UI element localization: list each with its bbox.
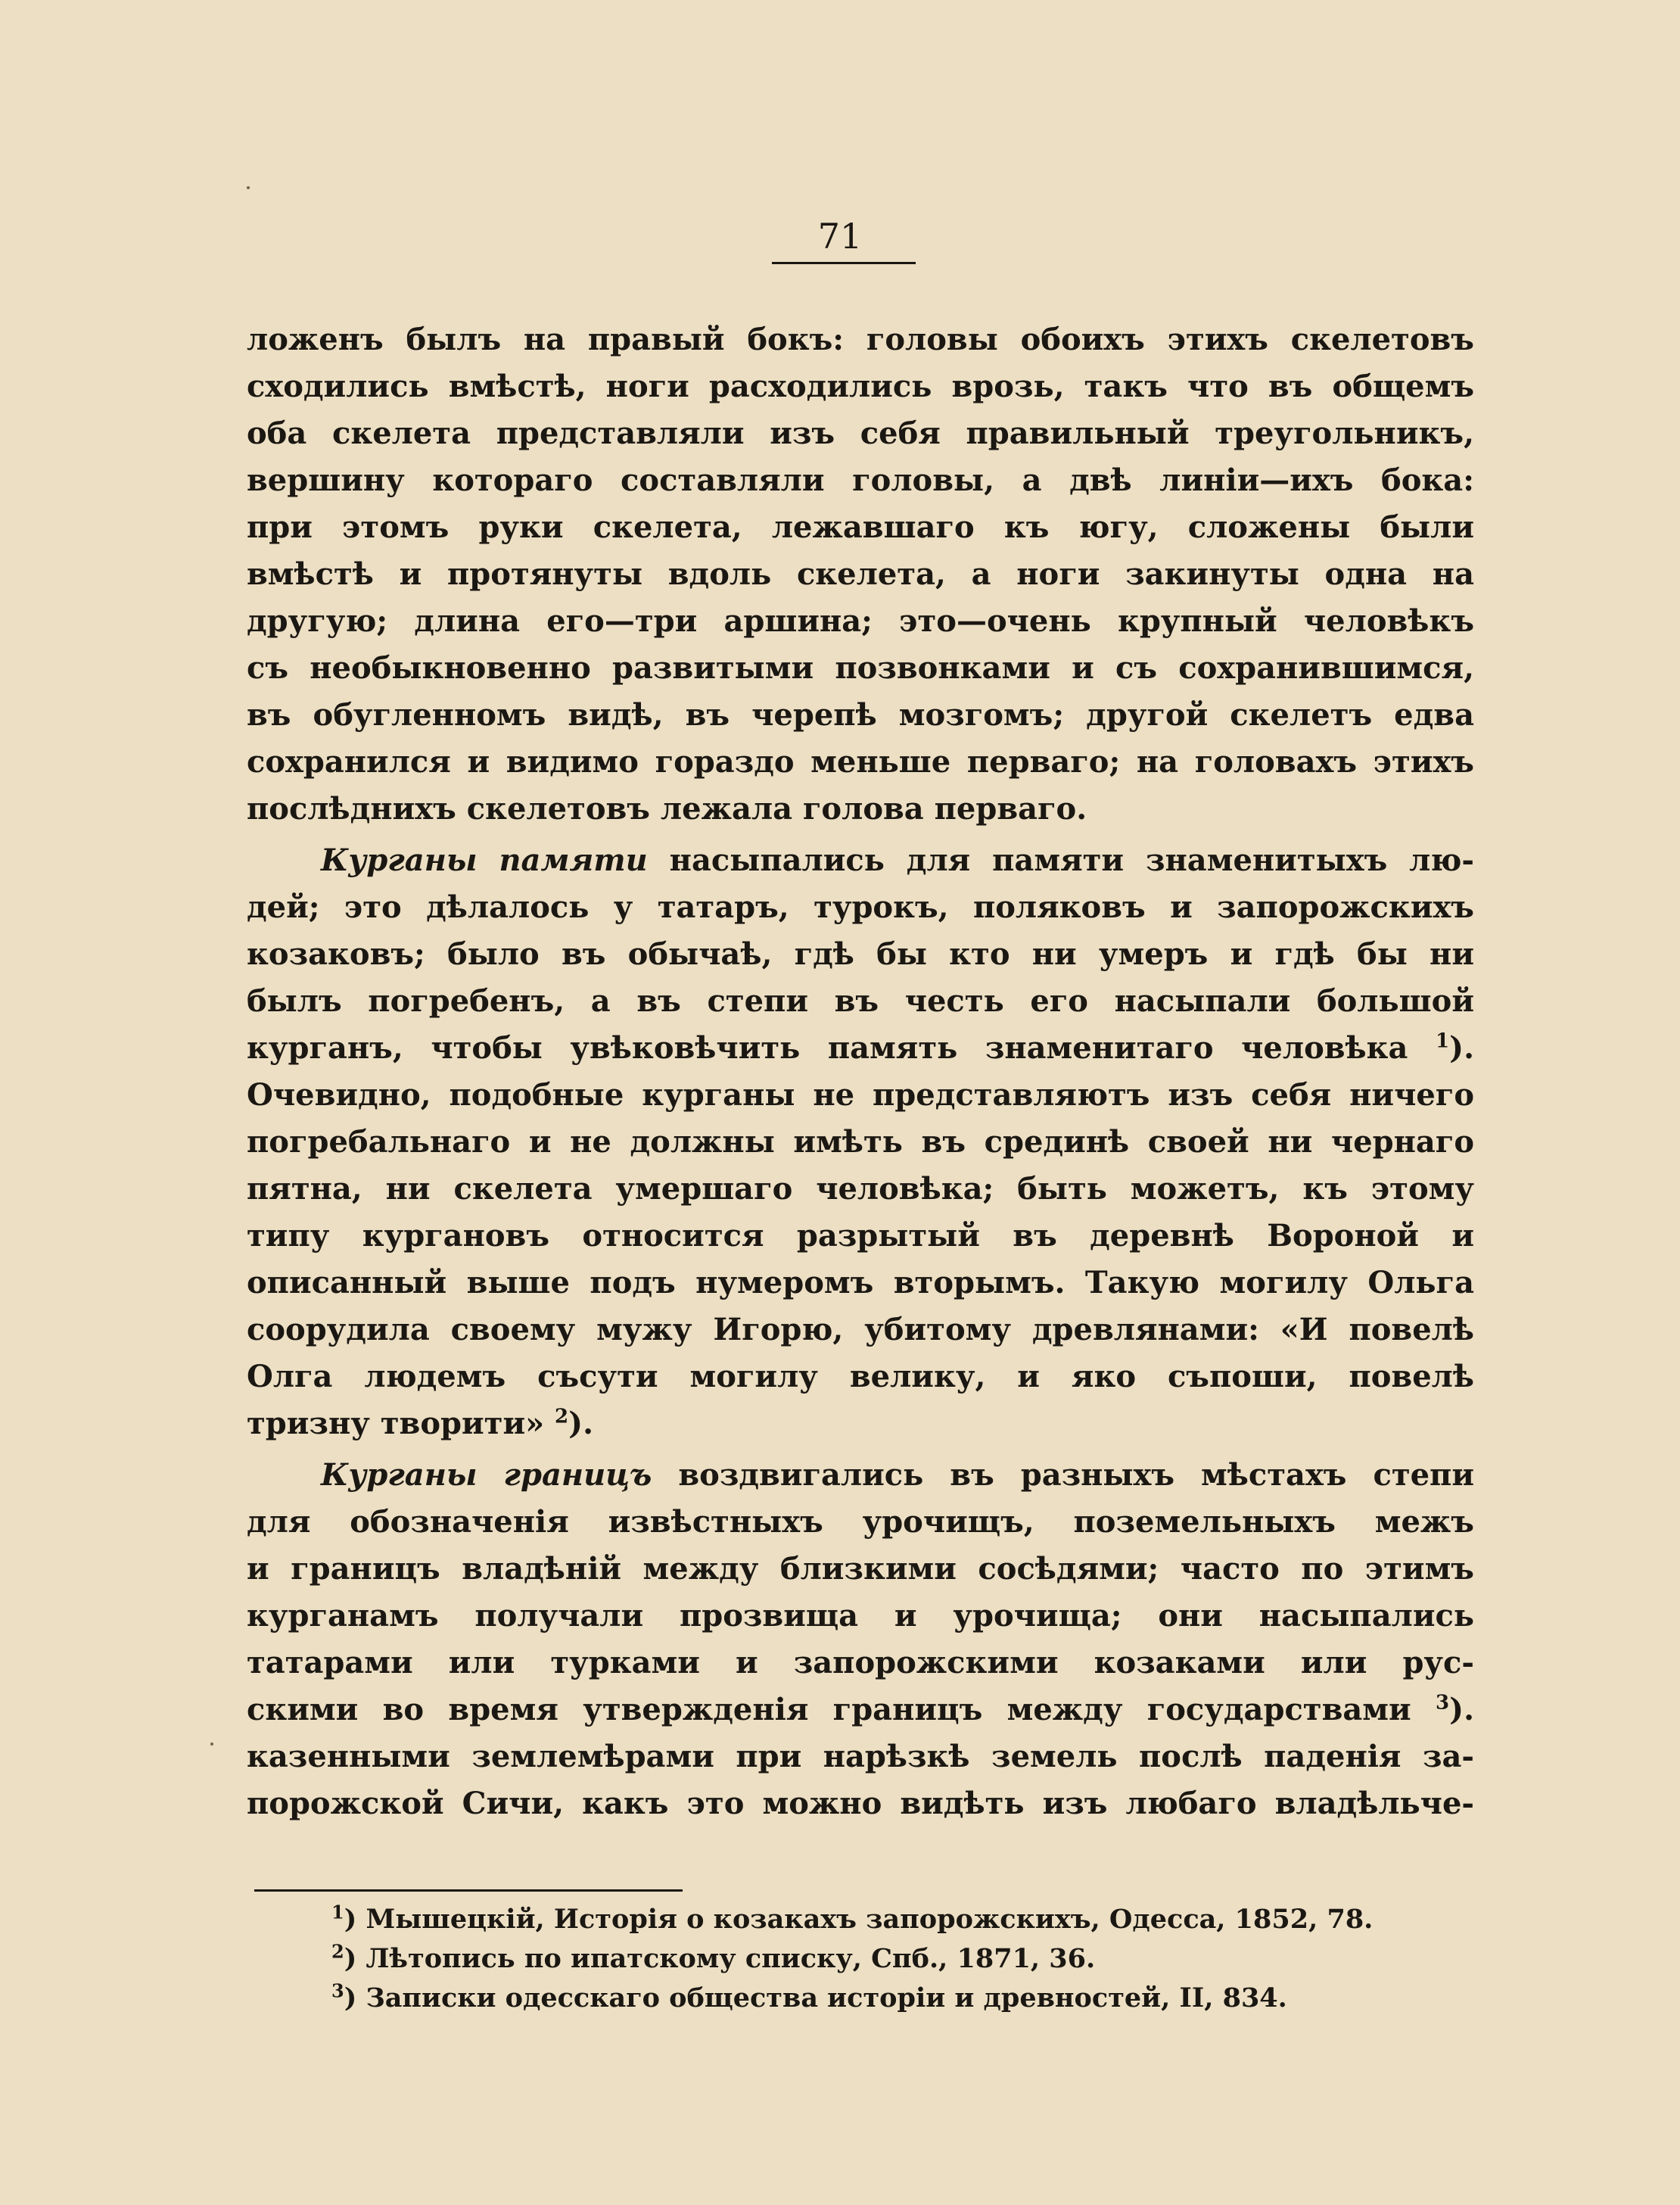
footnote (331, 1900, 1391, 1939)
text-line: описанный выше подъ нумеромъ вторымъ. Такую могилу Ольга (247, 1265, 1474, 1300)
footnote-mark: 2 (331, 1940, 344, 1963)
text-line: сходились вмѣстѣ, ноги расходились врозь, такъ что въ общемъ (247, 369, 1474, 404)
footnote-text: ) Лѣтопись по ипатскому списку, Спб., 1871, 36. (344, 1943, 1096, 1974)
footnote-mark: 3 (331, 1979, 344, 2002)
footnote-ref (1436, 1692, 1474, 1727)
footnote-text: ) Записки одесскаго общества исторіи и древностей, II, 834. (344, 1982, 1287, 2013)
paragraph-first-line (247, 837, 1474, 884)
text-line: для обозначенія извѣстныхъ урочищъ, поземельныхъ межъ (247, 1504, 1474, 1540)
print-speck (210, 1743, 213, 1746)
text-run: скими во время утвержденія границъ между государствами (247, 1692, 1411, 1727)
text-line: въ обугленномъ видѣ, въ черепѣ мозгомъ; другой скелетъ едва (247, 697, 1474, 733)
footnotes (331, 1900, 1391, 2018)
text-line: соорудила своему мужу Игорю, убитому древлянами: «И повелѣ (247, 1312, 1474, 1347)
footnote-ref-mark: 1 (1436, 1029, 1450, 1053)
text-line: оба скелета представляли изъ себя правильный треугольникъ, (247, 416, 1474, 451)
text-line: порожской Сичи, какъ это можно видѣть изъ любаго владѣльче- (247, 1786, 1474, 1821)
text-line: другую; длина его—три аршина; это—очень крупный человѣкъ (247, 603, 1474, 639)
body-text (247, 316, 1474, 1827)
footnote-rule (254, 1889, 683, 1892)
page-number: 71 (817, 216, 863, 257)
paragraph-first-line (247, 1452, 1474, 1499)
term-kurgany-granits: Курганы границъ (321, 1457, 652, 1493)
ref-punct: ). (1449, 1030, 1474, 1066)
text-line: послѣднихъ скелетовъ лежала голова перваго. (247, 791, 1087, 827)
text-line-with-ref (247, 1400, 1474, 1447)
text-line: вмѣстѣ и протянуты вдоль скелета, а ноги закинуты одна на (247, 556, 1474, 592)
footnote-ref-mark: 3 (1436, 1691, 1450, 1714)
text-line: козаковъ; было въ обычаѣ, гдѣ бы кто ни умеръ и гдѣ бы ни (247, 936, 1474, 972)
text-run: курганъ, чтобы увѣковѣчить память знаменитаго человѣка (247, 1030, 1408, 1066)
text-line: ложенъ былъ на правый бокъ: головы обоихъ этихъ скелетовъ (247, 322, 1474, 357)
text-line: Очевидно, подобные курганы не представляютъ изъ себя ничего (247, 1077, 1474, 1113)
text-line: погребальнаго и не должны имѣть въ срединѣ своей ни чернаго (247, 1124, 1474, 1160)
text-line: съ необыкновенно развитыми позвонками и съ сохранившимся, (247, 650, 1474, 686)
footnote (331, 1979, 1391, 2018)
text-run: тризну творити» (247, 1406, 545, 1441)
text-line-with-ref (247, 1686, 1474, 1733)
text-line: вершину котораго составляли головы, а двѣ линіи—ихъ бока: (247, 462, 1474, 498)
ref-punct: ). (568, 1406, 593, 1441)
text-line: Олга людемъ съсути могилу велику, и яко съпоши, повелѣ (247, 1359, 1474, 1394)
text-line-with-ref (247, 1025, 1474, 1072)
text-line: дей; это дѣлалось у татаръ, турокъ, поляковъ и запорожскихъ (247, 889, 1474, 925)
footnote (331, 1939, 1391, 1979)
text-run: насыпались для памяти знаменитыхъ лю- (669, 842, 1474, 878)
text-line: курганамъ получали прозвища и урочища; они насыпались (247, 1598, 1474, 1634)
footnote-text: ) Мышецкій, Исторія о козакахъ запорожскихъ, Одесса, 1852, 78. (344, 1904, 1374, 1935)
text-line: казенными землемѣрами при нарѣзкѣ земель послѣ паденія за- (247, 1739, 1474, 1774)
footnote-ref-mark: 2 (555, 1405, 569, 1428)
text-line: сохранился и видимо гораздо меньше перваго; на головахъ этихъ (247, 744, 1474, 780)
text-line: былъ погребенъ, а въ степи въ честь его насыпали большой (247, 983, 1474, 1019)
text-line: типу кургановъ относится разрытый въ деревнѣ Вороной и (247, 1218, 1474, 1254)
ref-punct: ). (1449, 1692, 1474, 1727)
term-kurgany-pamyati: Курганы памяти (321, 842, 648, 878)
text-line: и границъ владѣній между близкими сосѣдями; часто по этимъ (247, 1551, 1474, 1587)
footnote-ref (1436, 1030, 1474, 1066)
text-run: воздвигались въ разныхъ мѣстахъ степи (678, 1457, 1475, 1493)
text-line: пятна, ни скелета умершаго человѣка; быть можетъ, къ этому (247, 1171, 1474, 1207)
print-speck (247, 186, 250, 189)
text-line: при этомъ руки скелета, лежавшаго къ югу, сложены были (247, 509, 1474, 545)
text-line: татарами или турками и запорожскими козаками или рус- (247, 1645, 1474, 1680)
page-number-rule (772, 262, 916, 264)
footnote-mark: 1 (331, 1901, 344, 1923)
